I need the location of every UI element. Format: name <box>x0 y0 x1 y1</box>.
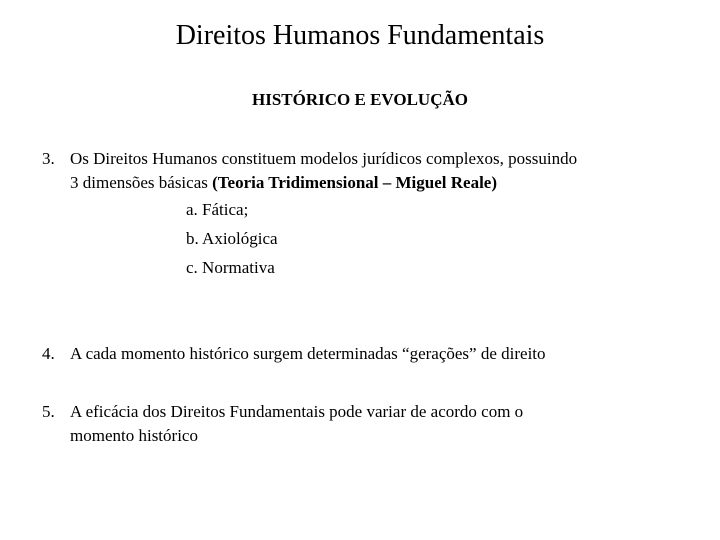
list-item-line: A cada momento histórico surgem determinadas “gerações” de direito <box>70 344 546 363</box>
list-item-text-bold: (Teoria Tridimensional – Miguel Reale) <box>212 173 498 192</box>
list-item-text <box>70 400 523 448</box>
slide-title: Direitos Humanos Fundamentais <box>175 20 545 51</box>
list-item-line: Os Direitos Humanos constituem modelos jurídicos complexos, possuindo <box>70 149 578 168</box>
list-item-text-plain: 3 dimensões básicas <box>70 173 208 192</box>
list-item-number: 5. <box>42 402 55 421</box>
list-item-number: 4. <box>42 344 55 363</box>
section-subtitle: HISTÓRICO E EVOLUÇÃO <box>252 90 468 109</box>
sub-list-item: c. Normativa <box>186 258 275 277</box>
sub-list-item: a. Fática; <box>186 200 249 219</box>
list-item <box>42 342 682 366</box>
list-item <box>42 400 682 448</box>
list-item-text <box>70 147 577 195</box>
sub-list-item: b. Axiológica <box>186 229 278 248</box>
list-item-number: 3. <box>42 149 55 168</box>
list-item-line: momento histórico <box>70 426 198 445</box>
list-item-text <box>70 342 546 366</box>
list-item-line: A eficácia dos Direitos Fundamentais pode variar de acordo com o <box>70 402 524 421</box>
list-item <box>42 147 682 195</box>
list-item-line <box>70 171 577 195</box>
